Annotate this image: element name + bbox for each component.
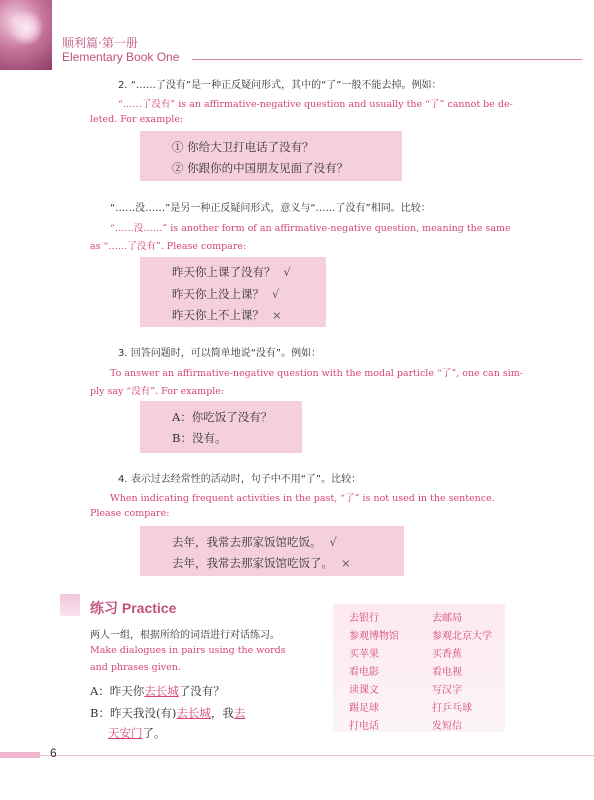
practice-instruction-en: Make dialogues in pairs using the words and phrases given. [90,645,286,673]
word-item: 参观北京大学 [432,631,492,642]
footer-accent-bar [0,752,40,758]
example-line: 昨天你上课了没有？ √ [172,265,291,279]
dialogue-b: B：昨天我没(有)去长城，我去 [90,706,246,720]
point4-en-line2: Please compare: [90,508,170,519]
practice-instruction-cn: 两人一组，根据所给的词语进行对话练习。 [90,630,280,641]
example-line: 昨天你上没上课？ √ [172,287,280,301]
word-item: 去邮局 [432,613,462,624]
check-mark-icon: √ [329,535,337,549]
word-item: 读课文 [349,685,379,696]
example-line: 去年，我常去那家饭馆吃饭。 √ [172,535,337,549]
point2-en-line2: leted. For example: [90,114,184,125]
example-line: ① 你给大卫打电话了没有？ [172,140,314,154]
page-number: 6 [50,746,57,760]
cross-mark-icon: × [272,308,282,322]
practice-title: 练习 Practice [90,600,177,616]
word-item: 看电视 [432,667,462,678]
check-mark-icon: √ [272,287,280,301]
example-line: 去年，我常去那家饭馆吃饭了。 × [172,556,351,570]
point2-cn: 2. “……了没有”是一种正反疑问形式，其中的“了”一般不能去掉。例如： [118,80,442,91]
point3-cn: 3. 回答问题时，可以简单地说“没有”。例如： [118,348,322,359]
flower-icon [8,10,44,46]
word-item: 踢足球 [349,703,379,714]
word-item: 看电影 [349,667,379,678]
example-line: B：没有。 [172,431,227,445]
word-item: 买香蕉 [432,649,462,660]
word-item: 参观博物馆 [349,631,399,642]
header-divider [192,59,582,60]
example-line: 昨天你上不上课？ × [172,308,282,322]
cross-mark-icon: × [341,556,351,570]
dialogue-b-cont: 天安门了。 [108,726,166,740]
word-item: 买苹果 [349,649,379,660]
practice-section-icon [60,594,80,616]
point4-en-line1: When indicating frequent activities in the past, “了” is not used in the sentence. [110,493,495,504]
point2b-en-line1: “……没……” is another form of an affirmative-negative question, meaning the same [110,223,511,234]
point2b-cn: “……没……”是另一种正反疑问形式，意义与“……了没有”相同。比较： [110,203,431,214]
example-line: ② 你跟你的中国朋友见面了没有？ [172,161,349,175]
word-item: 发短信 [432,721,462,732]
word-item: 去银行 [349,613,379,624]
footer-rule [40,755,594,756]
word-item: 打电话 [349,721,379,732]
header-series-cn: 顺利篇·第一册 [62,36,138,50]
dialogue-a: A：昨天你去长城了没有？ [90,684,225,698]
word-item: 打乒乓球 [432,703,472,714]
word-item: 写汉字 [432,685,462,696]
point3-en-line1: To answer an affirmative-negative question with the modal particle “了”, one can sim- [110,368,523,379]
point3-en-line2: ply say “没有”. For example: [90,386,225,397]
header-series-en: Elementary Book One [62,50,180,64]
point2-en-line1: “……了没有” is an affirmative-negative question and usually the “了” cannot be de- [118,99,513,110]
check-mark-icon: √ [283,265,291,279]
point2b-en-line2: as “……了没有”. Please compare: [90,241,247,252]
corner-decoration [0,0,52,70]
point4-cn: 4. 表示过去经常性的活动时，句子中不用“了”。比较： [118,474,362,485]
example-line: A：你吃饭了没有？ [172,410,273,424]
